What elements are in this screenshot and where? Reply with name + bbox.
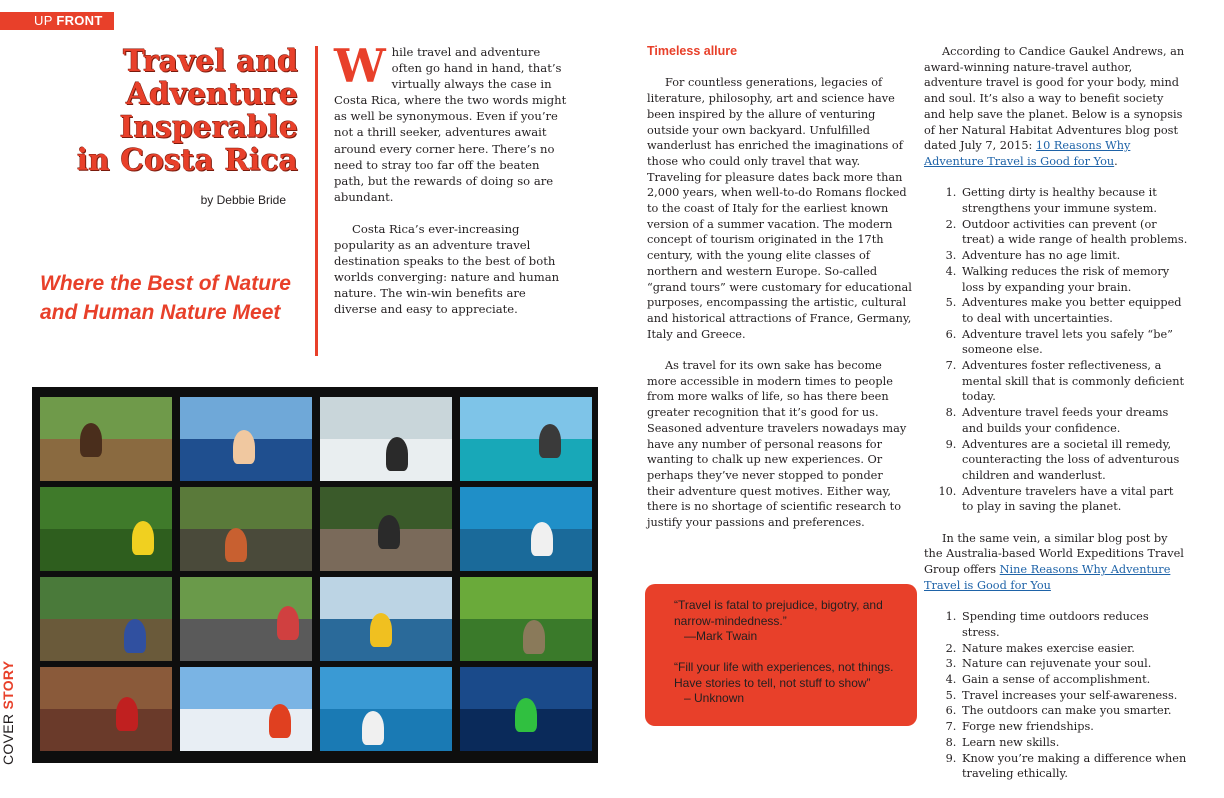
photo-hiking [40,577,172,661]
photo-background [180,667,312,713]
photo-scuba-diving [460,667,592,751]
reasons-list-2 [924,609,1188,782]
photo-subject-figure [539,424,561,458]
photo-zip-lining [40,487,172,571]
body-paragraph [924,531,1188,594]
list-item: 2. Nature makes exercise easier. [960,641,1188,657]
photo-subject-figure [523,620,545,654]
cover-label-prefix: COVER [0,709,16,765]
photo-snorkeling [460,487,592,571]
subhead: Where the Best of Nature and Human Nature Meet [40,272,291,324]
list-item: 5. Travel increases your self-awareness. [960,688,1188,704]
body-paragraph: As travel for its own sake has become more accessible in modern times to people from more walks of life, so has there been greater recognition that it’s good for us. Seasoned adventure travelers nowadays may have any number of personal reasons for wanting to chalk up new experiences. Or perhaps they’ve never stopped to ponder their adventure quest motives. Either way, there is no shortage of scientific research to justify your passions and preferences. [647,359,907,530]
photo-atv-river [320,487,452,571]
reasons-link-1[interactable]: 10 Reasons Why Adventure Travel is Good for You [924,139,1131,168]
photo-subject-figure [124,619,146,653]
photo-subject-figure [370,613,392,647]
cover-story-label [0,645,16,765]
reasons-list-1 [924,185,1188,515]
photo-background [320,397,452,443]
list-item: 8. Learn new skills. [960,735,1188,751]
photo-caving [40,667,172,751]
photo-gyrocopter [180,667,312,751]
photo-subject-figure [515,698,537,732]
photo-kayaking [320,577,452,661]
photo-cycling [180,577,312,661]
photo-foreground [40,709,172,751]
list-item: 9. Know you’re making a difference when traveling ethically. [960,751,1188,782]
photo-subject-figure [269,704,291,738]
list-item: 9. Adventures are a societal ill remedy, counteracting the loss of adventurous children and wanderlust. [960,437,1188,484]
photo-background [460,397,592,443]
list-item: 10. Adventure travelers have a vital part to play in saving the planet. [960,484,1188,515]
photo-foreground [320,709,452,751]
list-item: 7. Adventures foster reflectiveness, a mental skill that is commonly deficient today. [960,358,1188,405]
reasons-link-2[interactable]: Nine Reasons Why Adventure Travel is Good for You [924,563,1171,592]
quote-attribution: —Mark Twain [684,629,758,643]
photo-background [180,487,312,533]
photo-surfing [320,397,452,481]
intro-paragraph: Costa Rica’s ever-increasing popularity as an adventure travel destination speaks to the best of both worlds converging: nature and human nature. The win-win benefits are diverse and easy to appreciate. [334,221,560,317]
photo-kitesurfing [460,397,592,481]
headline-line: in Costa Rica [76,142,298,177]
photo-background [460,487,592,533]
body-text: . [1114,154,1118,168]
photo-subject-figure [277,606,299,640]
list-item: 6. Adventure travel lets you safely “be” someone else. [960,327,1188,358]
photo-subject-figure [531,522,553,556]
photo-sport-fishing [180,397,312,481]
headline-line: Travel and [122,43,298,78]
photo-subject-figure [362,711,384,745]
photo-background [40,487,172,533]
article-column-2 [647,44,913,546]
list-item: 7. Forge new friendships. [960,719,1188,735]
photo-background [460,577,592,623]
photo-background [40,397,172,443]
body-paragraph [924,44,1188,170]
quote-attribution: – Unknown [684,691,745,705]
headline-line: Insperable [119,109,298,144]
photo-background [40,667,172,713]
vertical-rule [315,46,318,356]
photo-subject-figure [116,697,138,731]
byline: by Debbie Bride [200,193,286,207]
photo-subject-figure [132,521,154,555]
drop-cap: W [334,39,386,93]
photo-subject-figure [225,528,247,562]
photo-jet-ski [320,667,452,751]
photo-birdwatching [460,577,592,661]
photo-subject-figure [386,437,408,471]
list-item: 3. Nature can rejuvenate your soul. [960,656,1188,672]
photo-subject-figure [80,423,102,457]
list-item: 1. Getting dirty is healthy because it strengthens your immune system. [960,185,1188,216]
quote-text: “Fill your life with experiences, not things. Have stories to tell, not stuff to show” [674,660,894,690]
headline-line: Adventure [125,76,298,111]
section-tag [0,12,114,30]
photo-horseback-riding [40,397,172,481]
quote-text: “Travel is fatal to prejudice, bigotry, and narrow-mindedness.” [674,598,883,628]
cover-label-bold: STORY [0,660,16,710]
body-paragraph: For countless generations, legacies of literature, philosophy, art and science have been inspired by the allure of venturing outside your own backyard. Unfulfilled wanderlust has enriched the imaginations of those who could only travel that way. Traveling for pleasure dates back more than 2,000 years, when well-to-do Romans flocked to the coast of Italy for the earliest known version of a summer vacation. The modern concept of tourism originated in the 17th century, with the young elite classes of northern and western Europe. So-called “grand tours” were customary for educational purposes, encompassing the artistic, cultural and historical attractions of France, Germany, Italy and Greece. [647,76,912,341]
photo-foreground [460,529,592,571]
section-tag-prefix: UP [34,13,57,28]
photo-collage [32,387,598,763]
photo-canyoning [180,487,312,571]
list-item: 8. Adventure travel feeds your dreams and builds your confidence. [960,405,1188,436]
headline [0,44,298,176]
photo-foreground [40,619,172,661]
photo-background [320,667,452,713]
list-item: 1. Spending time outdoors reduces stress. [960,609,1188,640]
body-text: In the same vein, a similar blog post by the Australia-based World Expeditions Travel Group offers [924,531,1184,577]
list-item: 2. Outdoor activities can prevent (or treat) a wide range of health problems. [960,217,1188,248]
article-column-3 [924,44,1188,798]
list-item: 3. Adventure has no age limit. [960,248,1188,264]
section-tag-bold: FRONT [56,13,103,28]
intro-paragraph [334,39,570,205]
list-item: 5. Adventures make you better equipped to deal with uncertainties. [960,295,1188,326]
photo-foreground [40,439,172,481]
photo-background [40,577,172,623]
list-item: 4. Walking reduces the risk of memory loss by expanding your brain. [960,264,1188,295]
list-item: 6. The outdoors can make you smarter. [960,703,1188,719]
pull-quote-box [645,584,917,726]
photo-foreground [460,439,592,481]
photo-subject-figure [378,515,400,549]
intro-paragraph-text: hile travel and adventure often go hand in hand, that’s virtually always the case in Costa Rica, where the two words might as well be synonymous. Even if you’re not a thrill seeker, adventures await around every corner here. There’s no need to stray too far off the beaten path, but the rewards of doing so are abundant. [334,45,567,204]
photo-foreground [180,709,312,751]
quote-spacer [674,645,901,661]
photo-subject-figure [233,430,255,464]
body-text: According to Candice Gaukel Andrews, an award-winning nature-travel author, adventure travel is good for your body, mind and soul. It’s also a way to benefit society and help save the planet. Below is a synopsis of her Natural Habitat Adventures blog post dated July 7, 2015: [924,45,1185,153]
section-heading: Timeless allure [647,44,738,58]
list-item: 4. Gain a sense of accomplishment. [960,672,1188,688]
intro-column [334,39,570,334]
